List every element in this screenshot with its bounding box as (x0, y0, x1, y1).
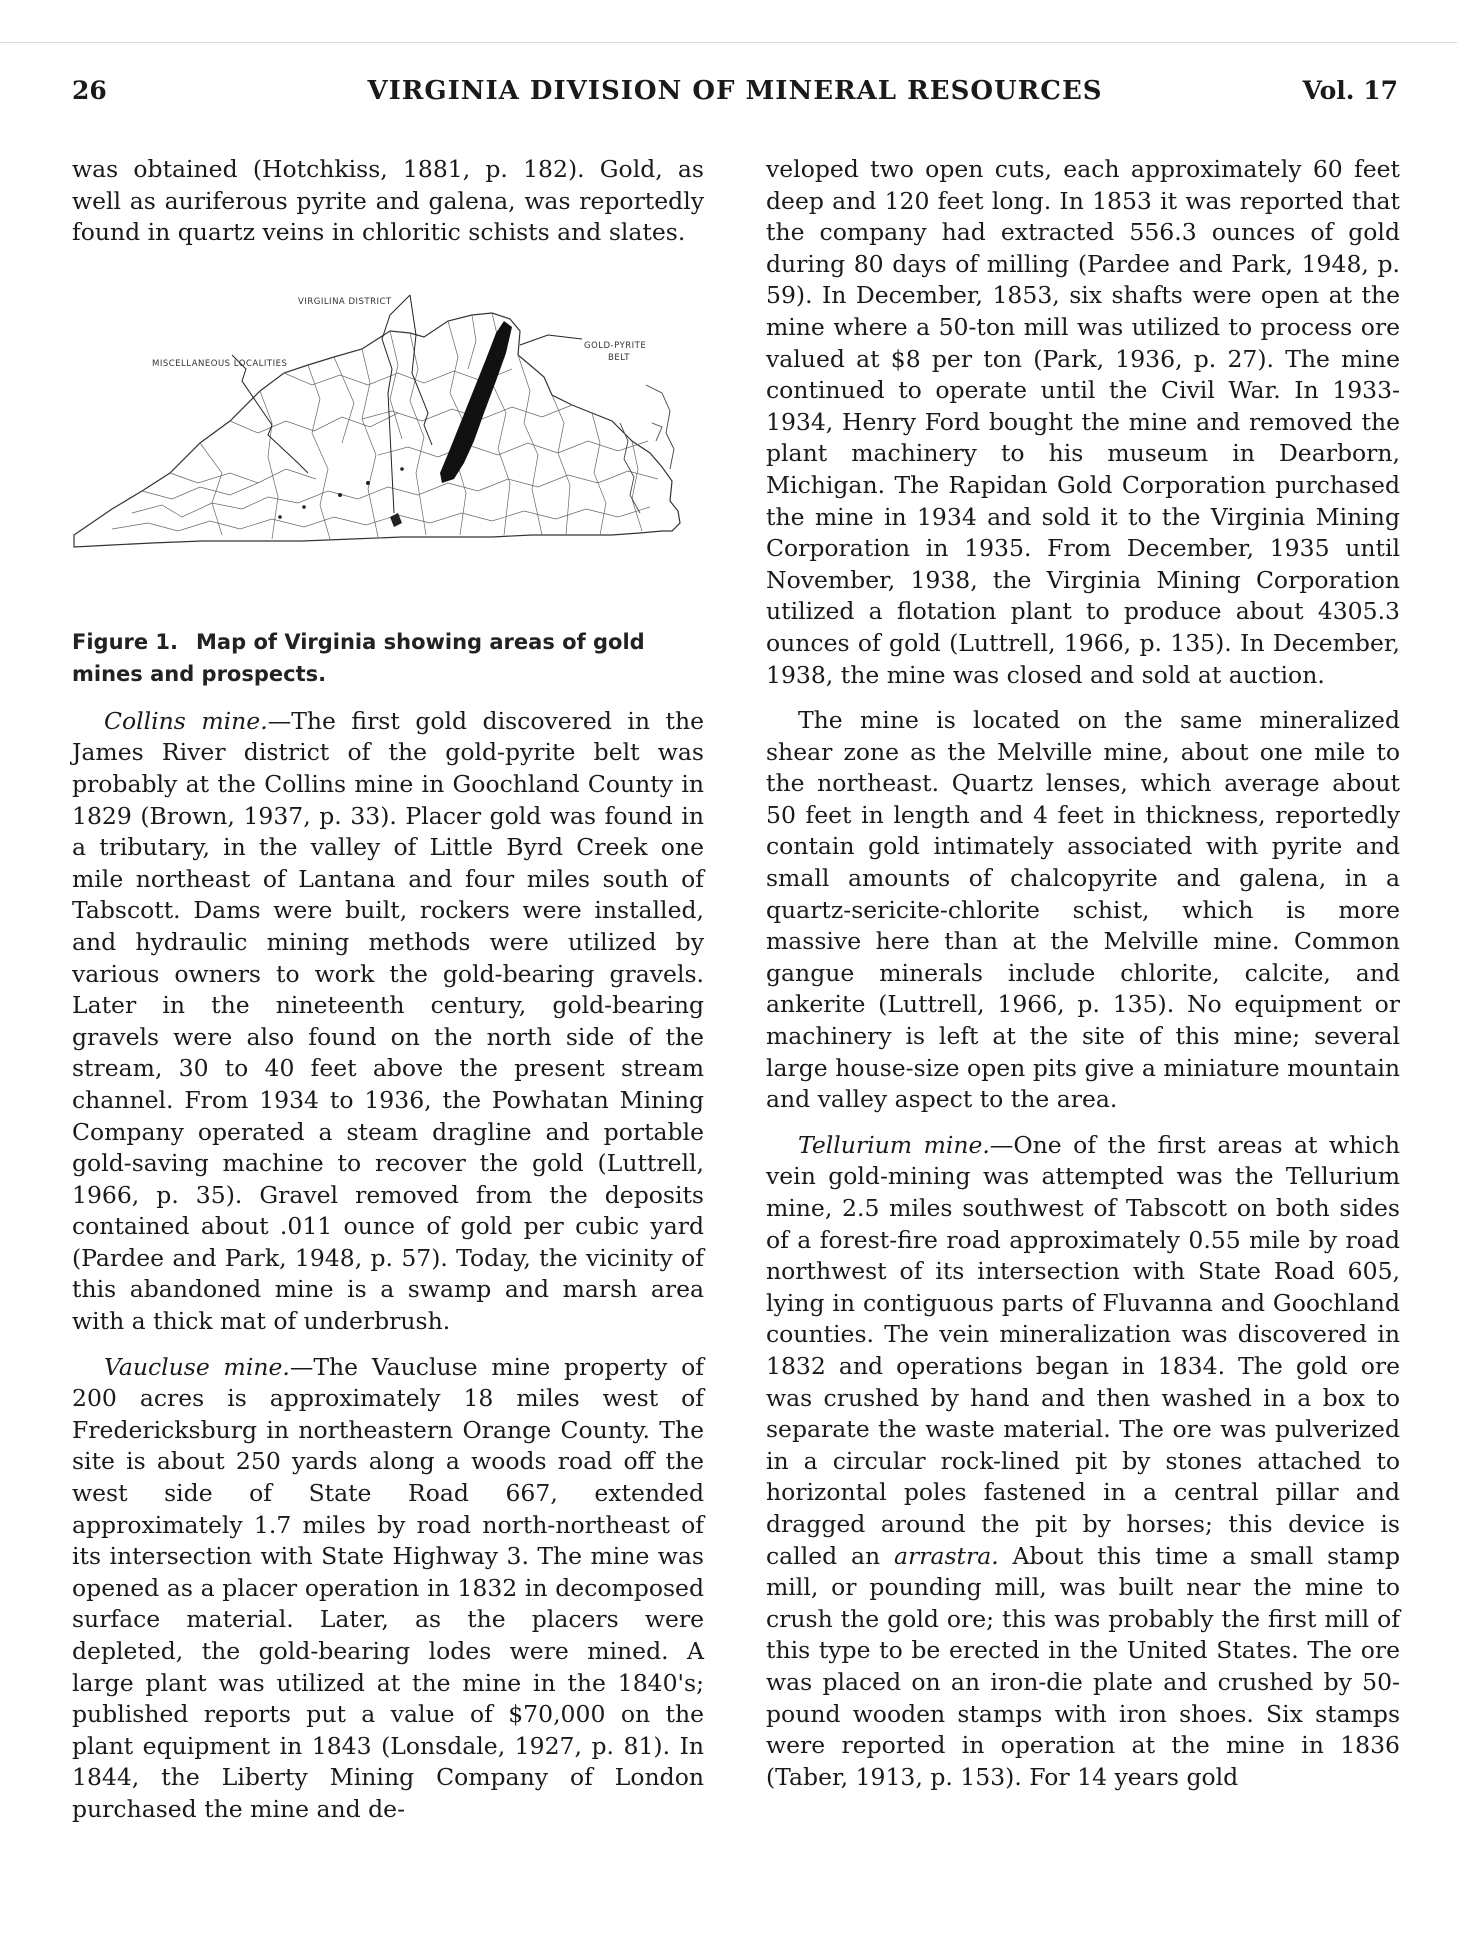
vaucluse-heading: Vaucluse mine. (104, 1352, 290, 1381)
tellurium-paragraph (766, 1130, 1400, 1793)
chesapeake-shore (620, 385, 674, 513)
intro-paragraph: was obtained (Hotchkiss, 1881, p. 182). Gold, as well as auriferous pyrite and galena, was reportedly found in quartz veins in chloritic schists and slates. (72, 155, 704, 247)
collins-heading: Collins mine. (104, 706, 268, 735)
misc-locality-dots (278, 467, 404, 519)
page-header (72, 76, 1398, 116)
figure-caption-text: Map of Virginia showing areas of gold mines and prospects. (72, 629, 645, 686)
left-column (72, 154, 704, 1826)
virginia-map (72, 273, 704, 618)
virgilina-district (390, 513, 402, 527)
map-label-gold-pyrite: GOLD-PYRITE (584, 340, 647, 351)
mine-location-paragraph: The mine is located on the same mineralized shear zone as the Melville mine, about one mile to the northeast. Quartz lenses, which average about 50 feet in length and 4 feet in thickness, reportedly contain gold intimately associated with pyrite and small amounts of chalcopyrite and galena, in a quartz-sericite-chlorite schist, which is more massive here than at the Melville mine. Common gangue minerals include chlorite, calcite, and ankerite (Luttrell, 1966, p. 135). No equipment or machinery is left at the site of this mine; several large house-size open pits give a miniature mountain and valley aspect to the area. (766, 706, 1400, 1114)
tellurium-body-1: —One of the first areas at which vein gold-mining was attempted was the Tellurium mine, 2.5 miles southwest of Tabscott on both sides of a forest-fire road approximately 0.55 mile by road northwest of its intersection with State Road 605, lying in contiguous parts of Fluvanna and Goochland counties. The vein mineralization was discovered in 1832 and operations began in 1834. The gold ore was crushed by hand and then washed in a box to separate the waste material. The ore was pulverized in a circular rock-lined pit by stones attached to horizontal poles fastened in a central pillar and dragged around the pit by horses; this device is called an (766, 1130, 1401, 1570)
arrastra-term: arrastra. (893, 1541, 999, 1570)
right-column (766, 154, 1400, 1793)
tellurium-heading: Tellurium mine. (798, 1130, 990, 1159)
top-edge-rule (0, 42, 1457, 43)
vaucluse-paragraph (72, 1352, 704, 1826)
vaucluse-body: —The Vaucluse mine property of 200 acres is approximately 18 miles west of Fredericksburg in northeastern Orange County. The site is about 250 yards along a woods road off the west side of State Road 667, extended approximately 1.7 miles by road north-northeast of its intersection with State Highway 3. The mine was opened as a placer operation in 1832 in decomposed surface material. Later, as the placers were depleted, the gold-bearing lodes were mined. A large plant was utilized at the mine in the 1840's; published reports put a value of $70,000 on the plant equipment in 1843 (Lonsdale, 1927, p. 81). In 1844, the Liberty Mining Company of London purchased the mine and de- (72, 1352, 704, 1823)
tellurium-body-2: About this time a small stamp mill, or pounding mill, was built near the mine to crush the gold ore; this was probably the first mill of this type to be erected in the United States. The ore was placed on an iron-die plate and crushed by 50-pound wooden stamps with iron shoes. Six stamps were reported in operation at the mine in 1836 (Taber, 1913, p. 153). For 14 years gold (766, 1541, 1400, 1791)
journal-title: VIRGINIA DIVISION OF MINERAL RESOURCES (367, 76, 1103, 106)
map-label-misc: MISCELLANEOUS LOCALITIES (152, 358, 288, 369)
figure-caption (72, 626, 704, 690)
map-label-district: VIRGILINA DISTRICT (298, 296, 392, 307)
leader-lines (232, 295, 582, 513)
vaucluse-continued-paragraph: veloped two open cuts, each approximately 60 feet deep and 120 feet long. In 1853 it was reported that the company had extracted 556.3 ounces of gold during 80 days of milling (Pardee and Park, 1948, p. 59). In December, 1853, six shafts were open at the mine where a 50-ton mill was utilized to process ore valued at $8 per ton (Park, 1936, p. 27). The mine continued to operate until the Civil War. In 1933-1934, Henry Ford bought the mine and removed the plant machinery to his museum in Dearborn, Michigan. The Rapidan Gold Corporation purchased the mine in 1934 and sold it to the Virginia Mining Corporation in 1935. From December, 1935 until November, 1938, the Virginia Mining Corporation utilized a flotation plant to produce about 4305.3 ounces of gold (Luttrell, 1966, p. 135). In December, 1938, the mine was closed and sold at auction. (766, 155, 1400, 689)
page-number: 26 (72, 76, 107, 105)
virginia-map-figure (72, 273, 704, 618)
figure-caption-label: Figure 1. (72, 629, 179, 654)
volume-label: Vol. 17 (1302, 76, 1398, 105)
map-label-belt: BELT (608, 352, 630, 363)
collins-body: —The first gold discovered in the James River district of the gold-pyrite belt was probably at the Collins mine in Goochland County in 1829 (Brown, 1937, p. 33). Placer gold was found in a tributary, in the valley of Little Byrd Creek one mile northeast of Lantana and four miles south of Tabscott. Dams were built, rockers were installed, and hydraulic mining methods were utilized by various owners to work the gold-bearing gravels. Later in the nineteenth century, gold-bearing gravels were also found on the north side of the stream, 30 to 40 feet above the present stream channel. From 1934 to 1936, the Powhatan Mining Company operated a steam dragline and portable gold-saving machine to recover the gold (Luttrell, 1966, p. 35). Gravel removed from the deposits contained about .011 ounce of gold per cubic yard (Pardee and Park, 1948, p. 57). Today, the vicinity of this abandoned mine is a swamp and marsh area with a thick mat of underbrush. (72, 706, 704, 1336)
collins-paragraph (72, 706, 704, 1338)
